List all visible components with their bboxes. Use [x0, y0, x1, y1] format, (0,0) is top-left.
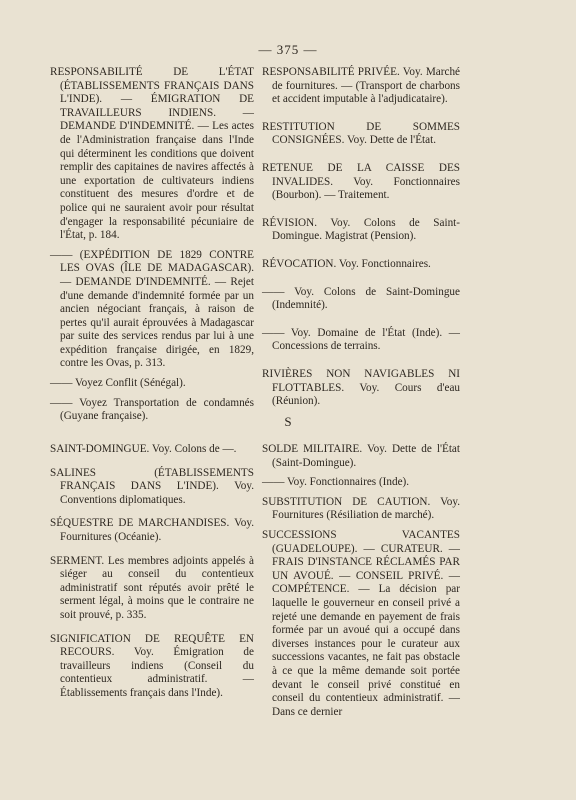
index-entry: —— (EXPÉDITION DE 1829 CONTRE LES OVAS (ÎLE DE MADAGASCAR). — DEMANDE D'INDEMNITÉ. — Rejet d'une demande d'indemnité formée par un ancien négociant français, à raison de pertes qu'il aurait éprouvées à Madagascar par suite des services rendus par lui à une expédition française dirigée, en 1829, contre les Ovas, p. 313. — [50, 248, 254, 370]
index-entry: —— Voyez Transportation de condamnés (Guyane française). — [50, 396, 254, 423]
index-entry: RÉVOCATION. Voy. Fonctionnaires. — [262, 257, 431, 270]
index-entry: —— Voy. Colons de Saint-Domingue (Indemnité). — [262, 285, 460, 312]
index-entry: —— Voyez Conflit (Sénégal). — [50, 377, 186, 390]
index-entry: RESPONSABILITÉ PRIVÉE. Voy. Marché de fournitures. — (Transport de charbons et accident imputable à l'adjudicataire). — [262, 66, 460, 106]
index-entry: RÉVISION. Voy. Colons de Saint-Domingue. Magistrat (Pension). — [262, 216, 460, 243]
section-letter: S — [284, 414, 292, 429]
index-entry: SAINT-DOMINGUE. Voy. Colons de —. — [50, 443, 237, 455]
column-top-left — [50, 66, 254, 430]
column-bottom-left — [50, 443, 254, 711]
index-entry: SALINES (ÉTABLISSEMENTS FRANÇAIS DANS L'INDE). Voy. Conventions diplomatiques. — [50, 466, 254, 506]
column-top-right — [262, 66, 460, 423]
page-number: — 375 — — [258, 42, 318, 57]
index-entry: —— Voy. Domaine de l'État (Inde). — Concessions de terrains. — [262, 326, 460, 353]
index-entry: RETENUE DE LA CAISSE DES INVALIDES. Voy. Fonctionnaires (Bourbon). — Traitement. — [262, 161, 460, 202]
index-entry: RESTITUTION DE SOMMES CONSIGNÉES. Voy. Dette de l'État. — [262, 120, 460, 147]
index-entry: —— Voy. Fonctionnaires (Inde). — [262, 476, 410, 489]
index-entry: SUCCESSIONS VACANTES (GUADELOUPE). — CURATEUR. — FRAIS D'INSTANCE RÉCLAMÉS PAR UN AVOUÉ. — CONSEIL PRIVÉ. — COMPÉTENCE. — La décision par laquelle le gouverneur en conseil privé a rejeté une demande en payement de frais formée par un avoué qui a occupé dans diverses instances pour le curateur aux successions vacantes, ne fait pas obstacle à ce que la même demande soit portée devant le conseil privé constitué en conseil du contentieux administratif. — Dans ce dernier — [262, 528, 460, 718]
index-entry: SERMENT. Les membres adjoints appelés à siéger au conseil du contentieux administratif sont réputés avoir prêté le serment légal, à moins que le contraire ne soit prouvé, p. 335. — [50, 554, 254, 621]
index-entry: SIGNIFICATION DE REQUÊTE EN RECOURS. Voy. Émigration de travailleurs indiens (Conseil du contentieux administratif. — Établissements français dans l'Inde). — [50, 632, 254, 699]
index-entry: SOLDE MILITAIRE. Voy. Dette de l'État (Saint-Domingue). — [262, 443, 460, 469]
index-entry: SUBSTITUTION DE CAUTION. Voy. Fournitures (Résiliation de marché). — [262, 495, 460, 522]
index-entry: SÉQUESTRE DE MARCHANDISES. Voy. Fournitures (Océanie). — [50, 517, 254, 543]
index-entry: RESPONSABILITÉ DE L'ÉTAT (ÉTABLISSEMENTS FRANÇAIS DANS L'INDE). — ÉMIGRATION DE TRAVAILLEURS INDIENS. — DEMANDE D'INDEMNITÉ. — Les actes de l'Administration française dans l'Inde qui déterminent les conditions que doivent remplir des capitaines de navires affectés à une exportation de cultivateurs indiens constituent des mesures d'ordre et de police qui ne sauraient avoir pour résultat d'engager la responsabilité pécuniaire de l'État, p. 184. — [50, 66, 254, 242]
index-entry: RIVIÈRES NON NAVIGABLES NI FLOTTABLES. Voy. Cours d'eau (Réunion). — [262, 367, 460, 408]
column-bottom-right — [262, 443, 460, 725]
